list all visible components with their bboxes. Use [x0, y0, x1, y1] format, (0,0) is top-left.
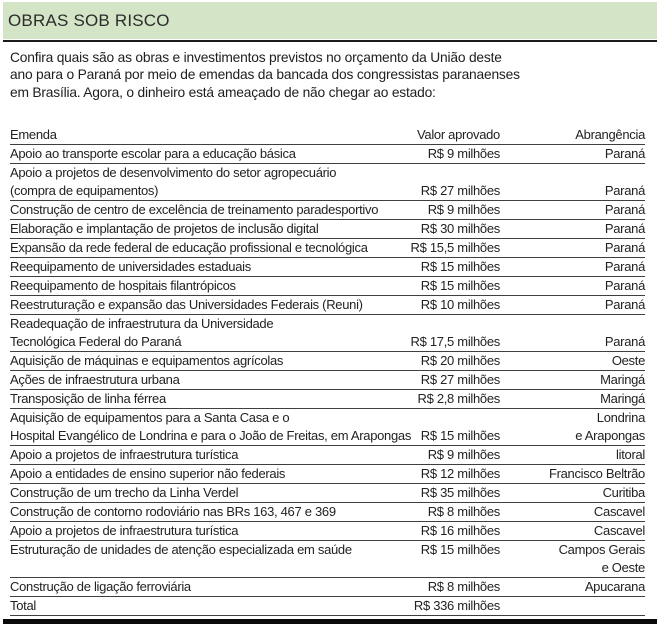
emenda-cell — [10, 145, 380, 163]
valor-cell — [380, 296, 500, 314]
emenda-cell — [10, 296, 380, 314]
cell-line: Francisco Beltrão — [548, 466, 645, 481]
cell-line: e Arapongas — [575, 428, 645, 443]
cell-line: Londrina — [596, 410, 645, 425]
emenda-cell — [10, 484, 380, 502]
table-row — [10, 371, 645, 390]
valor-cell — [380, 352, 500, 370]
cell-line: Ações de infraestrutura urbana — [10, 372, 180, 387]
abrangencia-cell — [500, 352, 645, 370]
column-header-emenda — [10, 126, 380, 144]
table-row — [10, 239, 645, 258]
valor-cell — [380, 164, 500, 200]
abrangencia-cell — [500, 503, 645, 521]
title-rule-divider — [3, 40, 657, 42]
cell-line: Construção de contorno rodoviário nas BRs 163, 467 e 369 — [10, 504, 336, 519]
cell-line: Total — [10, 598, 36, 613]
title-band — [3, 2, 657, 39]
table-row — [10, 220, 645, 239]
emenda-cell — [10, 503, 380, 521]
cell-line: Apucarana — [584, 579, 645, 594]
cell-line: R$ 20 milhões — [420, 353, 500, 368]
table-row — [10, 201, 645, 220]
abrangencia-cell — [500, 145, 645, 163]
table-row — [10, 390, 645, 409]
column-header-valor — [380, 126, 500, 144]
cell-line: R$ 15 milhões — [420, 278, 500, 293]
emenda-cell — [10, 446, 380, 464]
abrangencia-cell — [500, 522, 645, 540]
emenda-cell — [10, 409, 412, 445]
table-header-row — [10, 126, 645, 145]
table-row — [10, 541, 645, 578]
cell-line: Construção de ligação ferroviária — [10, 579, 191, 594]
cell-line: Oeste — [611, 353, 645, 368]
cell-line: Paraná — [604, 183, 645, 198]
valor-cell — [380, 578, 500, 596]
cell-line: Hospital Evangélico de Londrina e para o João de Freitas, em Arapongas — [10, 428, 412, 443]
emenda-cell — [10, 522, 380, 540]
table-row — [10, 484, 645, 503]
cell-line: (compra de equipamentos) — [10, 183, 159, 198]
table-row — [10, 465, 645, 484]
table-row — [10, 277, 645, 296]
abrangencia-cell — [500, 220, 645, 238]
cell-line: R$ 10 milhões — [420, 297, 500, 312]
abrangencia-cell — [500, 296, 645, 314]
valor-cell — [380, 239, 500, 257]
table-row — [10, 503, 645, 522]
cell-line: Cascavel — [593, 523, 645, 538]
cell-line: Readequação de infraestrutura da Universidade — [10, 316, 274, 331]
emenda-cell — [10, 371, 380, 389]
cell-line: R$ 35 milhões — [420, 485, 500, 500]
abrangencia-cell — [500, 164, 645, 200]
cell-line: litoral — [616, 447, 645, 462]
cell-line: Paraná — [604, 278, 645, 293]
cell-line: R$ 27 milhões — [420, 183, 500, 198]
cell-line: R$ 2,8 milhões — [417, 391, 500, 406]
table-row — [10, 522, 645, 541]
cell-line: Aquisição de máquinas e equipamentos agrícolas — [10, 353, 284, 368]
cell-line: Apoio a projetos de infraestrutura turística — [10, 447, 239, 462]
emenda-cell — [10, 201, 380, 219]
valor-cell — [380, 277, 500, 295]
cell-line: R$ 9 milhões — [427, 202, 500, 217]
cell-line: Construção de um trecho da Linha Verdel — [10, 485, 239, 500]
valor-cell — [380, 315, 500, 351]
valor-cell — [380, 145, 500, 163]
valor-cell — [380, 371, 500, 389]
cell-line: R$ 9 milhões — [427, 447, 500, 462]
valor-cell — [380, 503, 500, 521]
emendas-table — [10, 126, 645, 616]
intro-line: ano para o Paraná por meio de emendas da bancada dos congressistas paranaenses — [10, 67, 520, 83]
table-row — [10, 296, 645, 315]
abrangencia-cell — [500, 390, 645, 408]
cell-line: Paraná — [604, 202, 645, 217]
cell-line: R$ 9 milhões — [427, 146, 500, 161]
abrangencia-cell — [500, 465, 645, 483]
cell-line: Elaboração e implantação de projetos de inclusão digital — [10, 221, 319, 236]
table-row — [10, 578, 645, 597]
abrangencia-cell — [500, 409, 645, 445]
cell-line: Campos Gerais — [558, 542, 645, 557]
cell-line: Expansão da rede federal de educação profissional e tecnológica — [10, 240, 368, 255]
emenda-cell — [10, 390, 380, 408]
valor-cell — [380, 201, 500, 219]
cell-line: R$ 30 milhões — [420, 221, 500, 236]
bottom-bar-divider — [3, 619, 657, 624]
cell-line: Reequipamento de hospitais filantrópicos — [10, 278, 236, 293]
cell-line: Maringá — [600, 391, 645, 406]
emenda-cell — [10, 220, 380, 238]
intro-line: em Brasília. Agora, o dinheiro está ameaçado de não chegar ao estado: — [10, 84, 436, 100]
valor-cell — [380, 522, 500, 540]
cell-line: R$ 8 milhões — [427, 579, 500, 594]
cell-line: Paraná — [604, 240, 645, 255]
cell-line: Tecnológica Federal do Paraná — [10, 334, 182, 349]
abrangencia-cell — [500, 578, 645, 596]
cell-line: R$ 15 milhões — [420, 259, 500, 274]
table-row — [10, 352, 645, 371]
table-row — [10, 145, 645, 164]
valor-cell — [380, 258, 500, 276]
abrangencia-cell — [500, 277, 645, 295]
column-header-label: Abrangência — [575, 127, 645, 142]
cell-line: Paraná — [604, 259, 645, 274]
cell-line: Aquisição de equipamentos para a Santa Casa e o — [10, 410, 290, 425]
cell-line: Paraná — [604, 146, 645, 161]
cell-line: Apoio a entidades de ensino superior não federais — [10, 466, 286, 481]
emenda-cell — [10, 578, 380, 596]
total-row — [10, 597, 645, 616]
emenda-cell — [10, 315, 380, 351]
cell-line: Apoio ao transporte escolar para a educação básica — [10, 146, 296, 161]
emenda-cell — [10, 258, 380, 276]
table-row — [10, 258, 645, 277]
cell-line: R$ 17,5 milhões — [410, 334, 500, 349]
cell-line: Paraná — [604, 221, 645, 236]
column-header-abrangencia — [500, 126, 645, 144]
table-body — [10, 145, 645, 616]
abrangencia-cell — [500, 201, 645, 219]
valor-cell — [380, 465, 500, 483]
cell-line: Estruturação de unidades de atenção especializada em saúde — [10, 542, 352, 557]
abrangencia-cell — [500, 258, 645, 276]
emenda-cell — [10, 239, 380, 257]
cell-line: e Oeste — [601, 560, 645, 575]
intro-text — [10, 49, 520, 101]
cell-line: R$ 8 milhões — [427, 504, 500, 519]
valor-cell — [380, 390, 500, 408]
cell-line: R$ 15 milhões — [420, 428, 500, 443]
valor-cell — [380, 446, 500, 464]
table-row — [10, 446, 645, 465]
valor-cell — [380, 220, 500, 238]
table-row — [10, 409, 645, 446]
abrangencia-cell — [500, 239, 645, 257]
emenda-cell — [10, 277, 380, 295]
cell-line: Paraná — [604, 334, 645, 349]
emenda-cell — [10, 164, 380, 200]
cell-line: Reestruturação e expansão das Universidades Federais (Reuni) — [10, 297, 363, 312]
cell-line: Construção de centro de excelência de treinamento paradesportivo — [10, 202, 379, 217]
emenda-cell — [10, 597, 380, 615]
valor-cell — [380, 541, 500, 577]
cell-line: Curitiba — [602, 485, 645, 500]
abrangencia-cell — [500, 484, 645, 502]
emenda-cell — [10, 352, 380, 370]
cell-line: R$ 15 milhões — [420, 542, 500, 557]
column-header-label: Emenda — [10, 127, 57, 142]
cell-line: R$ 16 milhões — [420, 523, 500, 538]
cell-line: R$ 15,5 milhões — [410, 240, 500, 255]
abrangencia-cell — [500, 371, 645, 389]
cell-line: Reequipamento de universidades estaduais — [10, 259, 251, 274]
abrangencia-cell — [500, 541, 645, 577]
abrangencia-cell — [500, 597, 645, 615]
cell-line: Transposição de linha férrea — [10, 391, 166, 406]
cell-line: Apoio a projetos de infraestrutura turística — [10, 523, 239, 538]
emenda-cell — [10, 541, 380, 577]
cell-line: Apoio a projetos de desenvolvimento do setor agropecuário — [10, 165, 337, 180]
cell-line: R$ 27 milhões — [420, 372, 500, 387]
valor-cell — [380, 409, 500, 445]
column-header-label: Valor aprovado — [416, 127, 500, 142]
cell-line: R$ 336 milhões — [413, 598, 500, 613]
abrangencia-cell — [500, 315, 645, 351]
table-row — [10, 164, 645, 201]
page-title: OBRAS SOB RISCO — [8, 11, 170, 30]
table-row — [10, 315, 645, 352]
intro-line: Confira quais são as obras e investimentos previstos no orçamento da União deste — [10, 50, 502, 65]
emenda-cell — [10, 465, 380, 483]
cell-line: Maringá — [600, 372, 645, 387]
valor-cell — [380, 484, 500, 502]
abrangencia-cell — [500, 446, 645, 464]
valor-cell — [380, 597, 500, 615]
cell-line: R$ 12 milhões — [420, 466, 500, 481]
cell-line: Paraná — [604, 297, 645, 312]
cell-line: Cascavel — [593, 504, 645, 519]
